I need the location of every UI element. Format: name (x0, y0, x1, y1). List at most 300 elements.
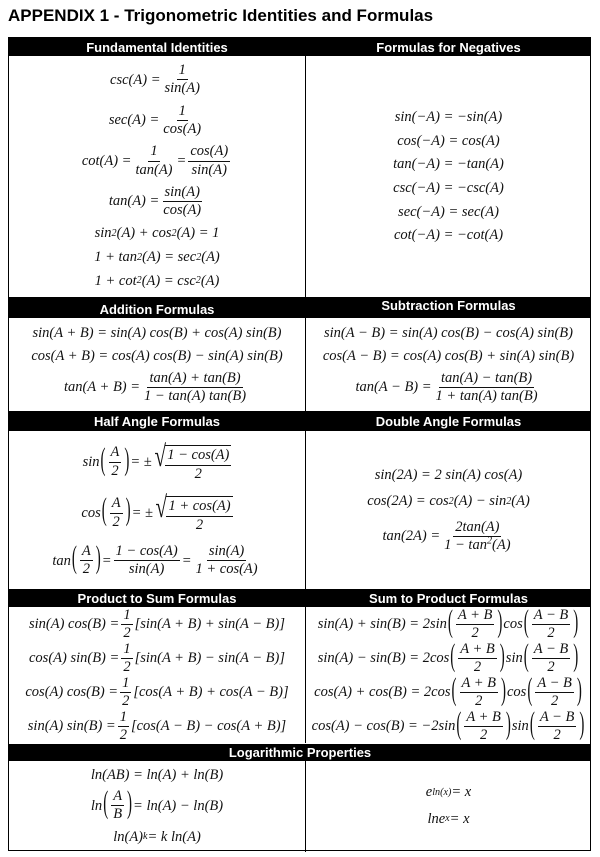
denominator (81, 561, 92, 577)
numerator (177, 104, 188, 121)
fraction (535, 676, 574, 709)
formula-text: 2 (82, 561, 90, 578)
numerator (121, 642, 132, 659)
numerator (121, 608, 132, 625)
fraction (80, 544, 93, 577)
numerator (118, 710, 129, 727)
formula-text: sin(A) + sin(B) = 2sin (317, 616, 447, 633)
formula (394, 227, 503, 244)
numerator (535, 676, 574, 693)
formula-text: 1 (150, 143, 158, 160)
formula: cos(2A) = cos 2 (A) − sin 2 (A) (367, 493, 530, 510)
denominator (109, 463, 120, 479)
formula-text: [sin(A + B) − sin(A − B)] (134, 650, 286, 667)
denominator (545, 625, 556, 641)
right-paren: ) (497, 606, 503, 640)
formula (29, 608, 285, 641)
formula-text: cos(A) (190, 143, 229, 160)
fraction (442, 520, 512, 553)
formula-table (8, 37, 591, 851)
formula (355, 371, 541, 404)
formula-text: sin(A) − sin(B) = 2cos (317, 650, 450, 667)
left-paren: ( (527, 674, 533, 709)
formula-text: tan(A + B) = (63, 379, 141, 396)
parenthesized-fraction (523, 608, 580, 641)
formula-text: A − B (537, 674, 572, 691)
fraction (111, 789, 124, 822)
header-sum-to-product: Sum to Product Formulas (306, 589, 591, 607)
fraction (434, 371, 540, 404)
formula-text: tan(−A) = −tan(A) (393, 156, 504, 173)
formula-text: (A) (200, 273, 220, 290)
fraction (161, 185, 203, 218)
denominator (133, 162, 174, 178)
formula-text: A (113, 788, 123, 805)
numerator (464, 710, 503, 727)
fraction (121, 642, 132, 675)
formula-text: = k ln(A) (147, 828, 201, 845)
formula (109, 185, 205, 218)
formula-text: sin(2A) = 2 sin(A) cos(A) (374, 466, 523, 483)
formula-text: cos(2A) = cos (367, 493, 449, 510)
denominator (163, 80, 202, 96)
header-double-angle-formulas: Double Angle Formulas (306, 411, 591, 431)
left-paren: ( (71, 542, 77, 577)
header-addition-formulas: Addition Formulas (9, 297, 305, 318)
formula (25, 676, 288, 709)
denominator (111, 806, 124, 822)
fraction (532, 642, 571, 675)
numerator (114, 544, 180, 561)
fraction (118, 710, 129, 743)
formula-text: 2 (475, 693, 483, 710)
denominator (434, 388, 540, 404)
formula-text: cos(A) sin(B) = (28, 650, 120, 667)
formula-text: 2 (112, 513, 120, 530)
denominator (549, 693, 560, 709)
denominator (442, 537, 512, 553)
left-paren: ( (451, 674, 457, 709)
formula-text: lne (427, 811, 446, 827)
formula-text: [sin(A + B) + sin(A − B)] (134, 616, 286, 633)
formula-text: 1 + cos(A) (195, 561, 258, 578)
formula-text: (A) + cos (116, 225, 172, 242)
formula-text: cos(A) − cos(B) = −2sin (311, 718, 456, 735)
formula-text: 1 + tan(A) tan(B) (435, 388, 538, 405)
formula-text: [cos(A + B) + cos(A − B)] (133, 684, 289, 701)
formula-text: (A) − sin (453, 493, 507, 510)
formula-text: = x (451, 784, 472, 801)
formula-text: A + B (466, 708, 501, 725)
formula-text: 2 (119, 727, 127, 744)
formula-text: 2 (123, 624, 131, 641)
header-product-to-sum: Product to Sum Formulas (9, 589, 305, 607)
formula-text: cos(A) (163, 120, 202, 137)
formula-text: (A) = 1 (176, 225, 220, 242)
right-paren: ) (124, 444, 130, 478)
formula (109, 104, 205, 137)
formula: 1 + cot 2 (A) = csc 2 (A) (94, 273, 220, 290)
fraction (114, 544, 180, 577)
formula (81, 493, 232, 532)
left-paren: ( (101, 494, 107, 529)
formula-text: csc(A) = (110, 71, 161, 88)
formula-text: = (181, 552, 192, 569)
formula-text: 1 (123, 640, 131, 657)
parenthesized-fraction (447, 608, 504, 641)
left-paren: ( (523, 640, 529, 674)
right-paren: ) (125, 494, 131, 529)
header-fundamental-identities: Fundamental Identities (9, 38, 305, 56)
formula-text: = x (449, 811, 470, 827)
formula (83, 442, 232, 481)
formula-text: cos(A − B) = cos(A) cos(B) + sin(A) sin(B) (322, 347, 575, 364)
right-paren: ) (499, 640, 505, 674)
numerator (148, 144, 159, 161)
formula (52, 544, 261, 577)
formula-text: 2 (471, 624, 479, 641)
negatives-cell (306, 56, 591, 297)
formula-text: 2 (480, 727, 488, 744)
fraction (193, 544, 259, 577)
numerator (207, 544, 246, 561)
denominator (470, 625, 481, 641)
formula-text: ln(AB) = ln(A) + ln(B) (90, 766, 224, 783)
formula-text: tan(A) − tan(B) (440, 369, 533, 386)
formula-text: 1 (123, 606, 131, 623)
formula-text: cos (507, 684, 527, 701)
formula-text: (A) = sec (142, 249, 197, 266)
fraction (109, 445, 122, 478)
denominator (142, 388, 248, 404)
parenthesized-fraction (100, 445, 131, 478)
numerator (460, 676, 499, 693)
square-root (153, 493, 233, 532)
formula-text: A + B (460, 640, 495, 657)
formula-text: 2tan(A) (455, 518, 500, 535)
formula: sin 2 (A) + cos 2 (A) = 1 (94, 225, 220, 242)
formula-text: 1 − tan (444, 537, 487, 554)
fundamental-identities-cell (9, 56, 305, 297)
formula-text: 1 (122, 674, 130, 691)
subtraction-cell (306, 318, 591, 411)
formula-text: A − B (533, 640, 569, 657)
formula-text: sin (511, 718, 529, 735)
numerator (109, 445, 122, 462)
parenthesized-fraction (101, 496, 132, 529)
formula-text: sin (505, 650, 523, 667)
denominator (120, 693, 131, 709)
formula-text: = ± (130, 453, 152, 470)
denominator (121, 659, 132, 675)
superscript: 2 (486, 535, 493, 547)
formula (314, 676, 583, 709)
fraction (464, 710, 503, 743)
fraction (120, 676, 131, 709)
formula-text: ln (90, 797, 103, 814)
fraction (165, 445, 231, 481)
formula (91, 789, 223, 822)
formula-text: 2 (547, 624, 555, 641)
formula-text: cos (81, 504, 101, 521)
radical-sign: √ (155, 491, 167, 525)
formula-text: A − B (533, 606, 569, 623)
denominator (111, 514, 122, 530)
numerator (110, 496, 123, 513)
numerator (163, 185, 202, 202)
formula-text: 2 (123, 658, 131, 675)
formula-text: sin(A − B) = sin(A) cos(B) − cos(A) sin(B) (324, 324, 573, 341)
formula-text: 1 (178, 102, 186, 119)
sum-to-product-cell (306, 607, 591, 744)
formula-text: sin(A) (191, 161, 227, 178)
fraction (460, 676, 499, 709)
formula-text: tan (52, 552, 71, 569)
fraction (121, 608, 132, 641)
formula-text: = ln(A) − ln(B) (133, 797, 224, 814)
header-subtraction-formulas: Subtraction Formulas (306, 297, 591, 318)
formula-text: cot(A) = (81, 152, 132, 169)
formula (318, 608, 579, 641)
radical-sign: √ (154, 440, 166, 474)
formula-text: 1 (178, 62, 186, 79)
fraction (163, 63, 202, 96)
denominator (193, 561, 259, 577)
numerator (120, 676, 131, 693)
left-paren: ( (103, 787, 109, 822)
formula (82, 144, 232, 177)
right-paren: ) (576, 674, 582, 709)
formula-text: cos(A) (163, 202, 202, 219)
addition-cell (9, 318, 305, 411)
parenthesized-fraction (71, 544, 102, 577)
formula-text: A (111, 495, 121, 512)
formula-text: = (101, 552, 112, 569)
fraction (166, 496, 232, 532)
formula-text: 1 − tan(A) tan(B) (144, 388, 247, 405)
denominator (472, 659, 483, 675)
formula-text: 2 (547, 658, 555, 675)
formula-text: 1 + tan (94, 249, 138, 266)
formula-text: (A) (492, 537, 511, 554)
formula-text: A (110, 444, 120, 461)
formula-text: 2 (194, 465, 202, 482)
denominator (194, 517, 205, 533)
formula-text: A − B (539, 708, 575, 725)
formula: lne x = x (427, 811, 470, 827)
formula (397, 133, 500, 150)
formula-text: 1 + cot (94, 273, 137, 290)
header-half-angle-formulas: Half Angle Formulas (9, 411, 305, 431)
numerator (439, 371, 534, 388)
formula (393, 156, 504, 173)
formula-text: 1 − cos(A) (167, 447, 230, 464)
formula (324, 325, 573, 342)
formula (382, 520, 514, 553)
formula (64, 371, 250, 404)
formula-text: sin(A + B) = sin(A) cos(B) + cos(A) sin(B) (32, 324, 282, 341)
numerator (165, 448, 231, 465)
parenthesized-fraction (451, 676, 508, 709)
denominator (161, 121, 203, 137)
formula-text: 1 (119, 708, 127, 725)
formula-text: A (81, 543, 91, 560)
denominator (190, 162, 229, 178)
numerator (147, 371, 242, 388)
denominator (118, 727, 129, 743)
formula: 1 + tan 2 (A) = sec 2 (A) (94, 249, 220, 266)
formula-text: cos(A) cos(B) = (25, 684, 119, 701)
formula-text: e (425, 784, 433, 801)
formula (398, 204, 499, 221)
formula: ln(A) k = k ln(A) (113, 828, 201, 845)
numerator (453, 520, 501, 537)
denominator (193, 466, 204, 482)
formula-text: sin(A) (164, 183, 200, 200)
left-paren: ( (450, 640, 456, 674)
formula (395, 109, 502, 126)
fraction (133, 144, 174, 177)
formula-text: tan(A) = (108, 193, 160, 210)
right-paren: ) (573, 640, 579, 674)
formula-text: sin(A) cos(B) = (28, 616, 120, 633)
formula (31, 348, 282, 365)
fraction (161, 104, 203, 137)
fraction (532, 608, 571, 641)
numerator (532, 608, 571, 625)
formula-text: 1 − cos(A) (115, 543, 178, 560)
left-paren: ( (523, 606, 529, 640)
formula-text: cos (503, 616, 523, 633)
formula-text: sec(−A) = sec(A) (398, 203, 499, 220)
formula (393, 180, 504, 197)
formula-text: sin(−A) = −sin(A) (394, 108, 503, 125)
formula (323, 348, 574, 365)
formula (375, 467, 523, 484)
header-formulas-for-negatives: Formulas for Negatives (306, 38, 591, 56)
left-paren: ( (456, 708, 462, 743)
formula-text: 2 (473, 658, 482, 675)
formula-text: = ± (131, 504, 153, 521)
denominator (473, 693, 484, 709)
formula-text: tan(A) + tan(B) (149, 369, 241, 386)
parenthesized-fraction (523, 642, 580, 675)
half-angle-cell (9, 431, 305, 589)
numerator (188, 144, 230, 161)
fraction (142, 371, 248, 404)
formula (33, 325, 282, 342)
formula-text: (A) (511, 493, 530, 510)
right-paren: ) (505, 708, 511, 743)
formula-text: (A) = csc (141, 273, 196, 290)
denominator (545, 659, 556, 675)
formula-text: tan(2A) = (382, 528, 441, 545)
fraction (538, 710, 577, 743)
double-angle-cell (306, 431, 591, 589)
formula-text: tan(A) (135, 161, 173, 178)
denominator (551, 727, 562, 743)
formula-text: cos(−A) = cos(A) (397, 132, 500, 149)
formula-text: sin(A) (128, 561, 165, 578)
left-paren: ( (447, 606, 453, 640)
formula (29, 642, 285, 675)
numerator (166, 499, 232, 516)
left-paren: ( (529, 708, 535, 743)
fraction (188, 144, 230, 177)
square-root (152, 442, 232, 481)
formula-text: sin (82, 453, 100, 470)
formula: e ln(x) = x (425, 784, 472, 801)
formula-text: 2 (195, 516, 204, 533)
left-paren: ( (100, 444, 106, 478)
right-paren: ) (573, 606, 579, 640)
parenthesized-fraction (449, 642, 506, 675)
fraction (110, 496, 123, 529)
parenthesized-fraction (529, 710, 586, 743)
formula-text: 1 + cos(A) (168, 498, 231, 515)
formula (318, 642, 579, 675)
denominator (478, 727, 489, 743)
numerator (80, 544, 93, 561)
formula-text: sin(A) (164, 80, 200, 97)
numerator (177, 63, 188, 80)
numerator (111, 789, 124, 806)
formula-text: sin(A) sin(B) = (27, 718, 116, 735)
numerator (458, 642, 497, 659)
formula-text: 2 (553, 727, 561, 744)
formula-text: cot(−A) = −cot(A) (393, 227, 504, 244)
fraction (456, 608, 495, 641)
log-left-cell (9, 761, 305, 851)
formula-text: sin(A) (208, 543, 245, 560)
log-right-cell (306, 761, 591, 851)
fraction (458, 642, 497, 675)
formula-text: [cos(A − B) − cos(A + B)] (130, 718, 287, 735)
formula-text: sin (94, 225, 112, 242)
formula-text: A + B (457, 606, 493, 623)
numerator (538, 710, 577, 727)
header-logarithmic-properties: Logarithmic Properties (9, 744, 591, 761)
parenthesized-fraction (455, 710, 512, 743)
formula-text: 2 (111, 462, 119, 479)
denominator (127, 561, 166, 577)
formula-text: (A) (201, 249, 220, 266)
formula-text: cos(A + B) = cos(A) cos(B) − sin(A) sin(B) (31, 347, 283, 364)
formula (110, 63, 204, 96)
formula-text: 2 (550, 693, 559, 710)
formula (28, 710, 286, 743)
denominator (161, 202, 203, 218)
right-paren: ) (95, 542, 101, 577)
formula-text: = (176, 152, 187, 169)
formula-text: 2 (122, 693, 130, 710)
right-paren: ) (579, 708, 585, 743)
product-to-sum-cell (9, 607, 305, 744)
formula (312, 710, 586, 743)
formula (91, 767, 223, 784)
page-title: APPENDIX 1 - Trigonometric Identities and Formulas (8, 6, 434, 25)
right-paren: ) (127, 787, 133, 822)
parenthesized-fraction (526, 676, 583, 709)
formula-text: A + B (461, 674, 496, 691)
formula-text: B (113, 806, 123, 823)
numerator (456, 608, 495, 625)
parenthesized-fraction (102, 789, 133, 822)
formula-text: sec(A) = (108, 112, 160, 129)
formula-text: tan(A − B) = (355, 379, 432, 396)
numerator (532, 642, 571, 659)
right-paren: ) (501, 674, 506, 709)
